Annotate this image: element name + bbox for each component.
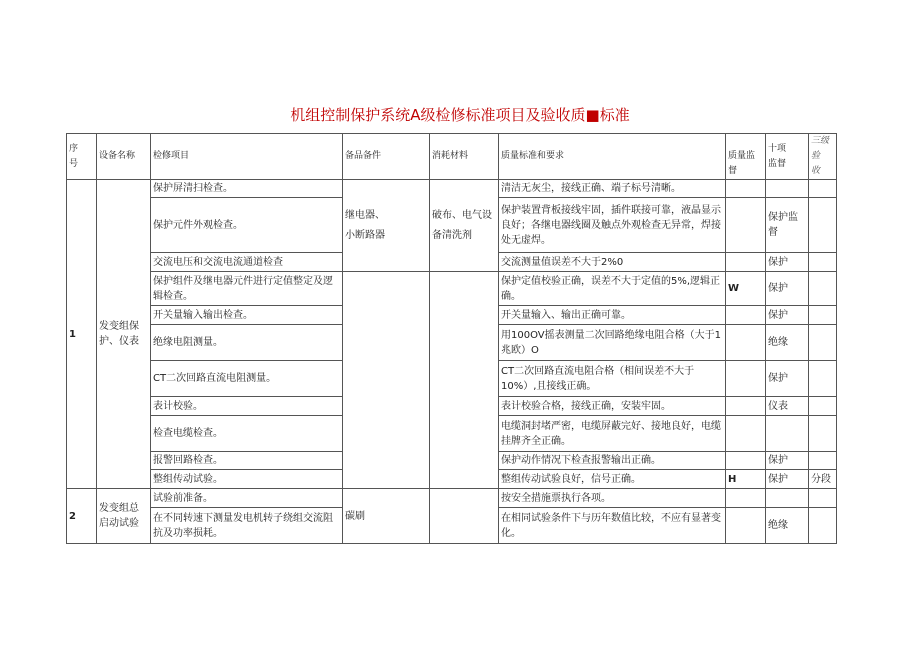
page-title: 机组控制保护系统A级检修标准项目及验收质■标准 bbox=[290, 106, 630, 124]
spare-parts-cell: 继电器、 小断路器 bbox=[343, 180, 430, 272]
standard-cell: 保护动作情况下检查报警输出正确。 bbox=[499, 452, 726, 470]
item-cell: 报警回路检查。 bbox=[151, 452, 343, 470]
level3-cell bbox=[809, 508, 837, 544]
header-level3: 三级验 收 bbox=[809, 134, 837, 180]
equipment-name: 发变组总 启动试验 bbox=[97, 489, 151, 544]
ten-item-cell: 仪表 bbox=[766, 397, 809, 416]
header-ten-item: 十项 监督 bbox=[766, 134, 809, 180]
ten-item-cell: 保护监 督 bbox=[766, 198, 809, 253]
standard-cell: 用100OV摇表测量二次回路绝缘电阻合格（大于1兆欧）O bbox=[499, 325, 726, 361]
group-seq: 1 bbox=[67, 180, 97, 489]
spare-parts-cell: 碳刷 bbox=[343, 489, 430, 544]
supervise-cell bbox=[726, 325, 766, 361]
header-seq: 序 号 bbox=[67, 134, 97, 180]
level3-cell bbox=[809, 397, 837, 416]
level3-cell bbox=[809, 489, 837, 508]
ten-item-cell: 保护 bbox=[766, 272, 809, 306]
level3-cell bbox=[809, 198, 837, 253]
item-cell: 保护元件外观检查。 bbox=[151, 198, 343, 253]
supervise-cell bbox=[726, 397, 766, 416]
item-cell: 保护组件及继电器元件进行定值整定及逻辑检查。 bbox=[151, 272, 343, 306]
header-item: 检修项目 bbox=[151, 134, 343, 180]
standard-cell: 开关量输入、输出正确可靠。 bbox=[499, 306, 726, 325]
supervise-cell bbox=[726, 416, 766, 452]
supervise-cell: W bbox=[726, 272, 766, 306]
supervise-cell bbox=[726, 508, 766, 544]
ten-item-cell bbox=[766, 180, 809, 198]
header-spare: 备品备件 bbox=[343, 134, 430, 180]
ten-item-cell bbox=[766, 489, 809, 508]
item-cell: 保护屏清扫检查。 bbox=[151, 180, 343, 198]
standard-cell: 整组传动试验良好，信号正确。 bbox=[499, 470, 726, 489]
supervise-cell bbox=[726, 198, 766, 253]
supervise-cell: H bbox=[726, 470, 766, 489]
supervise-cell bbox=[726, 253, 766, 272]
consumable-cell: 破布、电气设 备清洗剂 bbox=[430, 180, 499, 272]
level3-cell bbox=[809, 306, 837, 325]
standard-cell: CT二次回路直流电阻合格（相间误差不大于10%）,且接线正确。 bbox=[499, 361, 726, 397]
item-cell: 交流电压和交流电流通道检查 bbox=[151, 253, 343, 272]
item-cell: 检查电缆检查。 bbox=[151, 416, 343, 452]
standard-cell: 在相同试验条件下与历年数值比较，不应有显著变化。 bbox=[499, 508, 726, 544]
table-row bbox=[67, 272, 837, 306]
level3-cell bbox=[809, 325, 837, 361]
item-cell: 整组传动试验。 bbox=[151, 470, 343, 489]
level3-cell bbox=[809, 361, 837, 397]
standard-cell: 清洁无灰尘，接线正确、端子标号清晰。 bbox=[499, 180, 726, 198]
standard-cell: 电缆洞封堵严密，电缆屏蔽完好、接地良好，电缆挂牌齐全正确。 bbox=[499, 416, 726, 452]
item-cell: CT二次回路直流电阻测量。 bbox=[151, 361, 343, 397]
acceptance-standard-table bbox=[66, 133, 837, 544]
header-consumable: 消耗材料 bbox=[430, 134, 499, 180]
standard-cell: 表计校验合格，接线正确，安装牢固。 bbox=[499, 397, 726, 416]
ten-item-cell bbox=[766, 416, 809, 452]
supervise-cell bbox=[726, 306, 766, 325]
header-equipment: 设备名称 bbox=[97, 134, 151, 180]
ten-item-cell: 绝缘 bbox=[766, 325, 809, 361]
standard-cell: 交流测量值误差不大于2%0 bbox=[499, 253, 726, 272]
header-row bbox=[67, 134, 837, 180]
group-seq: 2 bbox=[67, 489, 97, 544]
supervise-cell bbox=[726, 452, 766, 470]
standard-cell: 保护装置背板接线牢固，插件联接可靠，液晶显示良好；各继电器线圈及触点外观检查无异常，焊接处无虚焊。 bbox=[499, 198, 726, 253]
standard-cell: 保护定值校验正确，误差不大于定值的5%,逻辑正确。 bbox=[499, 272, 726, 306]
header-standard: 质量标准和要求 bbox=[499, 134, 726, 180]
consumable-cell-empty bbox=[430, 272, 499, 489]
ten-item-cell: 绝缘 bbox=[766, 508, 809, 544]
item-cell: 在不同转速下测量发电机转子绕组交流阻抗及功率损耗。 bbox=[151, 508, 343, 544]
level3-cell bbox=[809, 180, 837, 198]
ten-item-cell: 保护 bbox=[766, 253, 809, 272]
table-row bbox=[67, 489, 837, 508]
ten-item-cell: 保护 bbox=[766, 361, 809, 397]
supervise-cell bbox=[726, 489, 766, 508]
spare-parts-cell-empty bbox=[343, 272, 430, 489]
item-cell: 表计校验。 bbox=[151, 397, 343, 416]
level3-cell bbox=[809, 253, 837, 272]
item-cell: 绝缘电阻测量。 bbox=[151, 325, 343, 361]
item-cell: 试验前准备。 bbox=[151, 489, 343, 508]
header-supervise: 质量监督 bbox=[726, 134, 766, 180]
equipment-name: 发变组保 护、仪表 bbox=[97, 180, 151, 489]
ten-item-cell: 保护 bbox=[766, 470, 809, 489]
table-row bbox=[67, 180, 837, 198]
level3-cell bbox=[809, 272, 837, 306]
level3-cell bbox=[809, 452, 837, 470]
supervise-cell bbox=[726, 180, 766, 198]
level3-cell: 分段 bbox=[809, 470, 837, 489]
consumable-cell-empty bbox=[430, 489, 499, 544]
ten-item-cell: 保护 bbox=[766, 306, 809, 325]
item-cell: 开关量输入输出检查。 bbox=[151, 306, 343, 325]
supervise-cell bbox=[726, 361, 766, 397]
level3-cell bbox=[809, 416, 837, 452]
ten-item-cell: 保护 bbox=[766, 452, 809, 470]
standard-cell: 按安全措施票执行各项。 bbox=[499, 489, 726, 508]
